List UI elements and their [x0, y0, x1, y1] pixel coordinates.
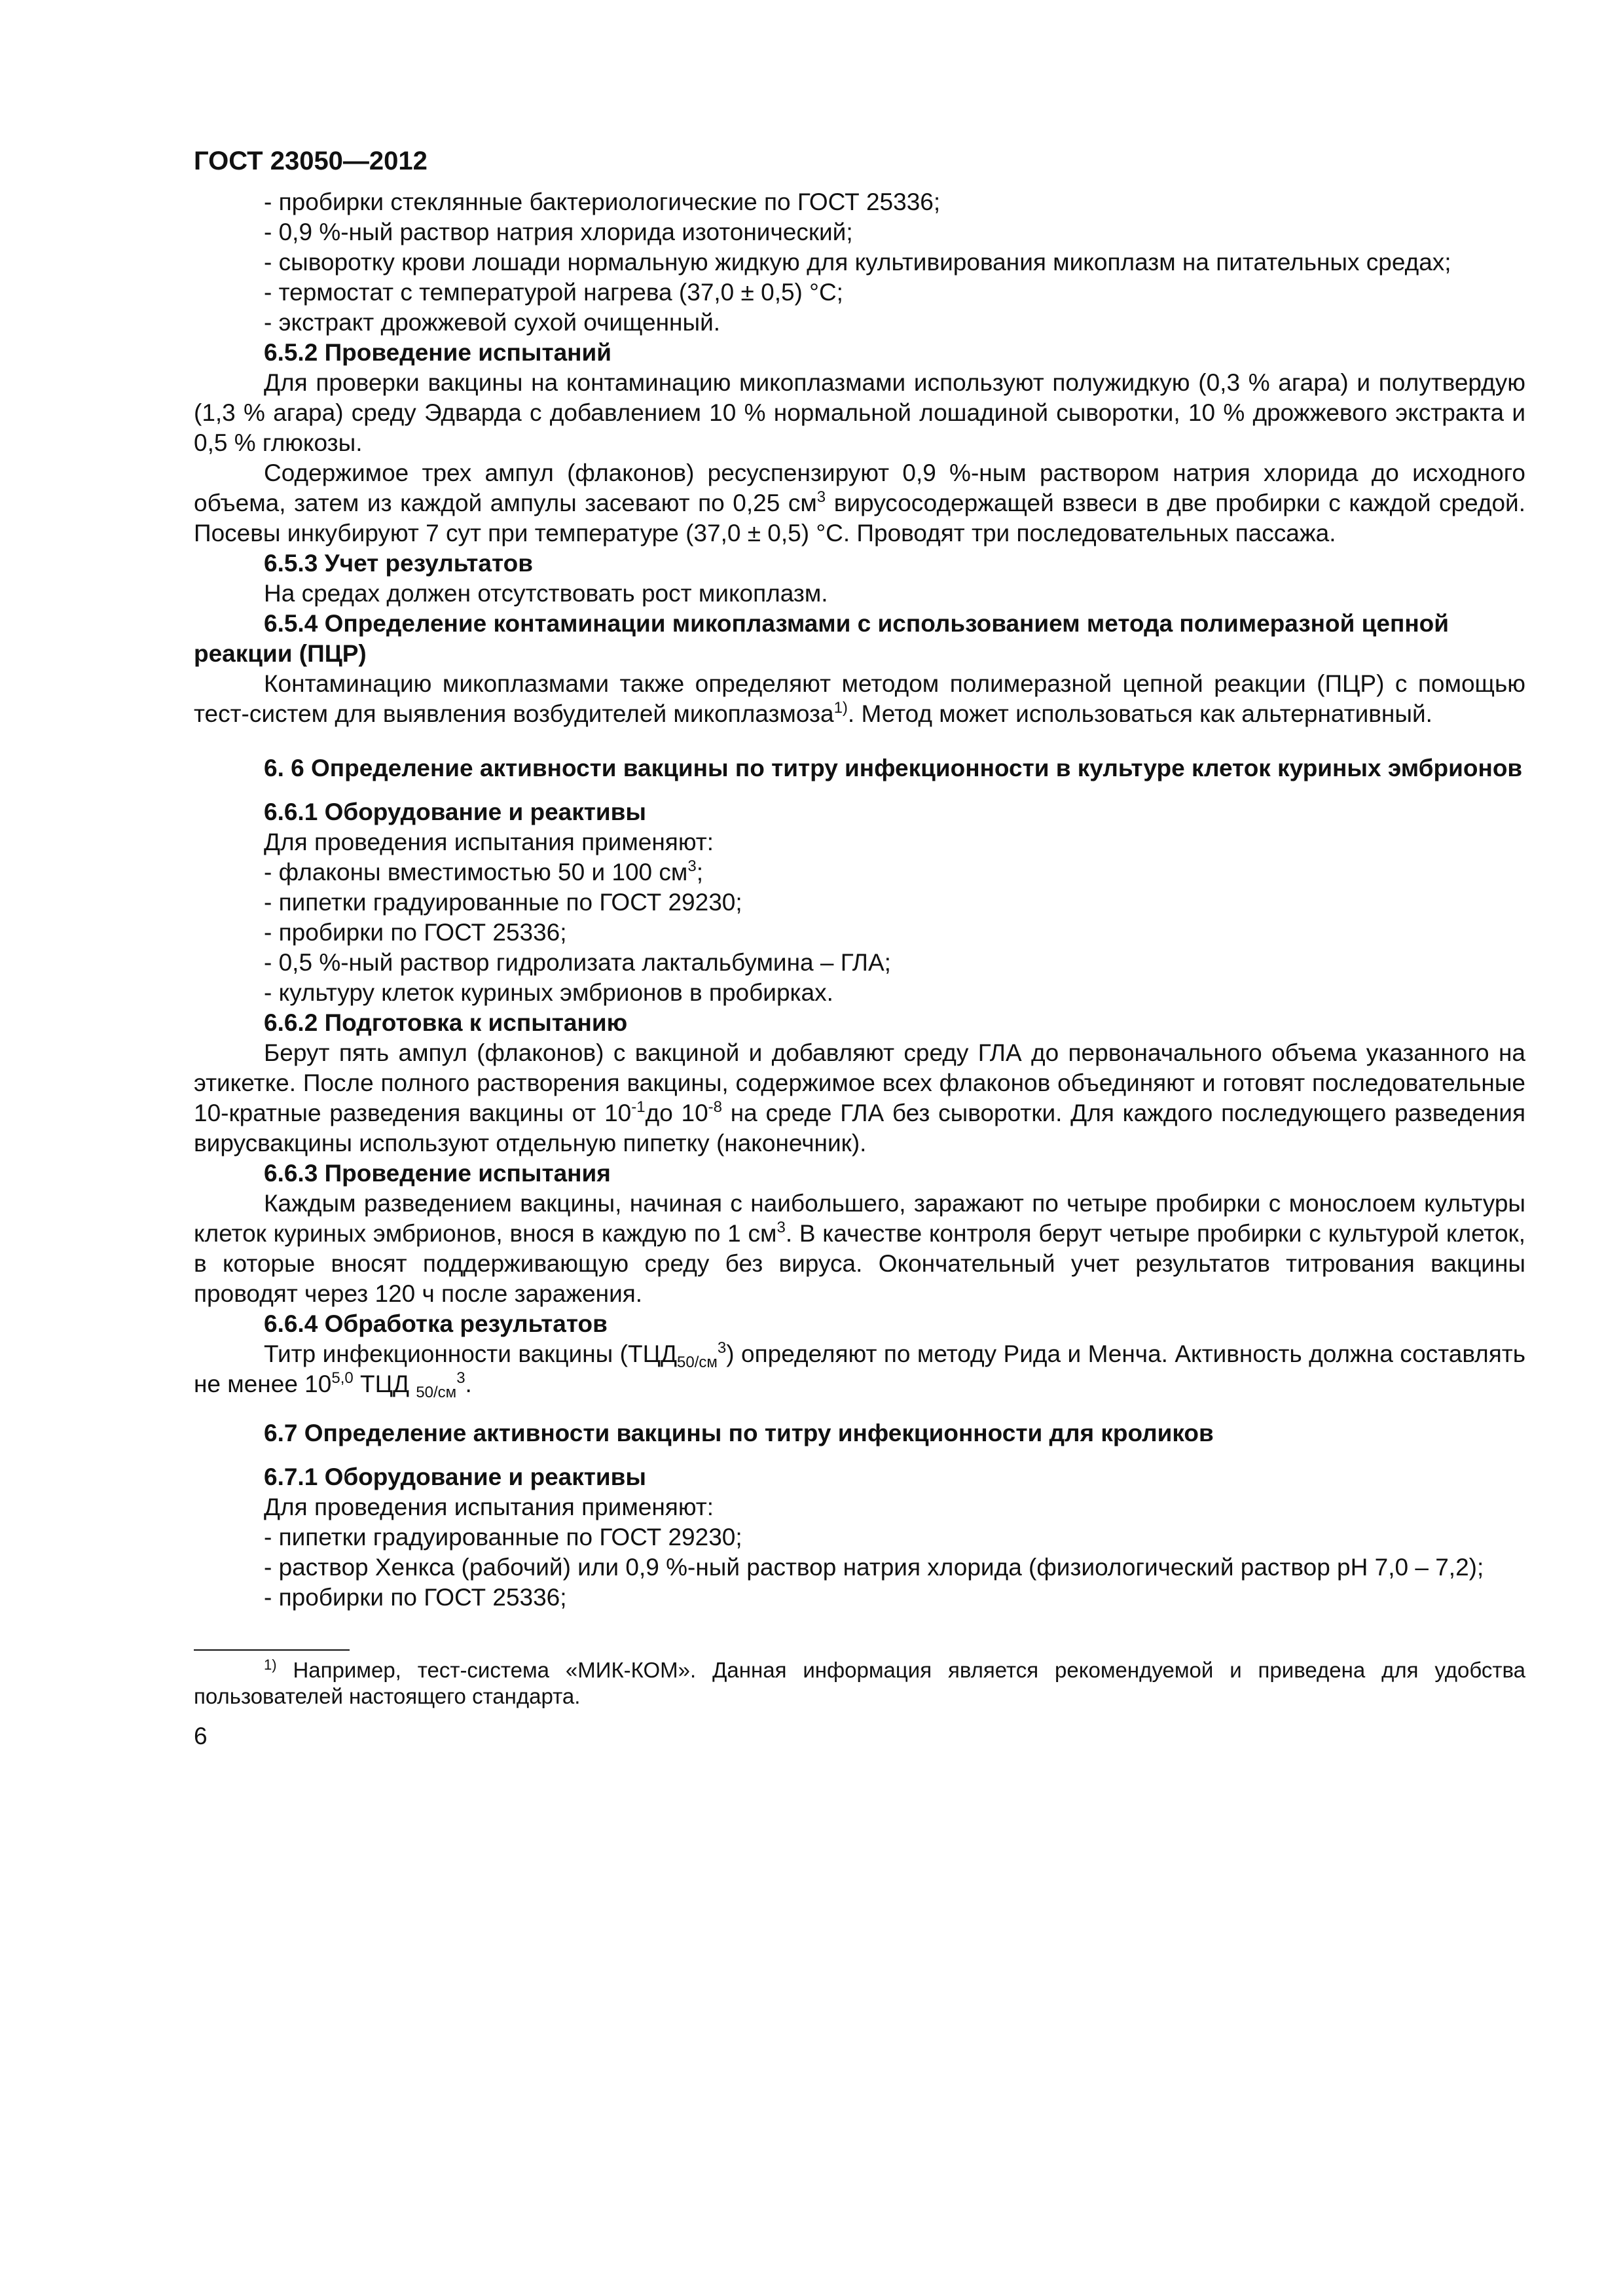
list-item: - пипетки градуированные по ГОСТ 29230; — [264, 889, 742, 916]
page-number: 6 — [194, 1723, 208, 1749]
paragraph: Берут пять ампул (флаконов) с вакциной и добавляют среду ГЛА до первоначального объема указанного на этикетке. После полного растворения вакцины, содержимое всех флаконов объединяют и готовят последовательные 10-кратные разведения вакцины от $10^{-1}до$ $10^{-8}$ на среде ГЛА без сыворотки. Для каждого последующего разведения вирусвакцины используют отдельную пипетку (наконечник). — [194, 1039, 1526, 1157]
section-heading-6-6-3: 6.6.3 Проведение испытания — [264, 1160, 611, 1187]
list-item: - пробирки по ГОСТ 25336; — [264, 919, 567, 946]
section-heading-6-6: 6. 6 Определение активности вакцины по титру инфекционности в культуре клеток куриных эмбрионов — [264, 755, 1523, 781]
list-item: - пипетки градуированные по ГОСТ 29230; — [264, 1524, 742, 1551]
section-heading-6-7-1: 6.7.1 Оборудование и реактивы — [264, 1463, 646, 1490]
document-page — [194, 145, 1525, 1751]
list-item: - пробирки по ГОСТ 25336; — [264, 1584, 567, 1611]
document-header: ГОСТ 23050—2012 — [194, 147, 428, 175]
list-item: - пробирки стеклянные бактериологические по ГОСТ 25336; — [264, 188, 941, 215]
paragraph: Для проведения испытания применяют: — [264, 1494, 714, 1520]
list-item: - экстракт дрожжевой сухой очищенный. — [264, 309, 721, 336]
list-item: - 0,9 %-ный раствор натрия хлорида изотонический; — [264, 219, 853, 245]
footnote: $^{1)}$ Например, тест-система «МИК-КОМ». Данная информация является рекомендуемой и приведена для удобства пользователей настоящего стандарта. — [194, 1657, 1525, 1708]
section-heading-6-5-4: 6.5.4 Определение контаминации микоплазмами с использованием метода полимеразной цепной реакции (ПЦР) — [194, 610, 1450, 667]
paragraph: На средах должен отсутствовать рост микоплазм. — [264, 580, 828, 607]
footnote-ref: 1) — [833, 699, 848, 717]
list-item: - флаконы вместимостью 50 и 100 $см^3$; — [264, 857, 703, 886]
paragraph: Для проверки вакцины на контаминацию микоплазмами используют полужидкую (0,3 % агара) и полутвердую (1,3 % агара) среду Эдварда с добавлением 10 % нормальной лошадиной сыворотки, 10 % дрожжевого экстракта и 0,5 % глюкозы. — [194, 369, 1525, 456]
list-item: - сыворотку крови лошади нормальную жидкую для культивирования микоплазм на питательных средах; — [264, 249, 1451, 276]
list-item: - термостат с температурой нагрева (37,0 ± 0,5) °С; — [264, 279, 843, 306]
footnote-divider — [194, 1649, 350, 1651]
section-heading-6-5-3: 6.5.3 Учет результатов — [264, 550, 533, 577]
list-item: - культуру клеток куриных эмбрионов в пробирках. — [264, 979, 833, 1006]
section-heading-6-7: 6.7 Определение активности вакцины по титру инфекционности для кроликов — [264, 1420, 1214, 1446]
paragraph: Каждым разведением вакцины, начиная с наибольшего, заражают по четыре пробирки с монослоем культуры клеток куриных эмбрионов, внося в каждую по 1 $см^3$. В качестве контроля берут четыре пробирки с культурой клеток, в которые вносят поддерживающую среду без вируса. Окончательный учет результатов титрования вакцины проводят через 120 ч после заражения. — [194, 1190, 1525, 1307]
paragraph: Титр инфекционности вакцины $(ТЦД_{50/см}^3)$ определяют по методу Рида и Менча. Активность должна составлять не менее 10$^{5,0}$ ТЦД $_{50/см}^3$. — [194, 1339, 1525, 1401]
paragraph: Для проведения испытания применяют: — [264, 829, 714, 855]
section-heading-6-6-4: 6.6.4 Обработка результатов — [264, 1310, 608, 1337]
section-heading-6-6-1: 6.6.1 Оборудование и реактивы — [264, 798, 646, 825]
paragraph: Содержимое трех ампул (флаконов) ресуспензируют 0,9 %-ным раствором натрия хлорида до исходного объема, затем из каждой ампулы засевают по 0,25 $см^3$ вирусосодержащей взвеси в две пробирки с каждой средой. Посевы инкубируют 7 сут при температуре (37,0 ± 0,5) °С. Проводят три последовательных пассажа. — [194, 459, 1525, 547]
paragraph: Контаминацию микоплазмами также определяют методом полимеразной цепной реакции (ПЦР) с помощью тест-систем для выявления возбудителей микоплазмоза$^{1)}$. Метод может использоваться как альтернативный. — [194, 670, 1525, 727]
list-item: - раствор Хенкса (рабочий) или 0,9 %-ный раствор натрия хлорида (физиологический раствор рН 7,0 – 7,2); — [264, 1554, 1484, 1581]
footnote-mark: 1) — [264, 1657, 277, 1673]
list-item: - 0,5 %-ный раствор гидролизата лактальбумина – ГЛА; — [264, 949, 891, 976]
section-heading-6-6-2: 6.6.2 Подготовка к испытанию — [264, 1009, 628, 1036]
section-heading-6-5-2: 6.5.2 Проведение испытаний — [264, 339, 612, 366]
